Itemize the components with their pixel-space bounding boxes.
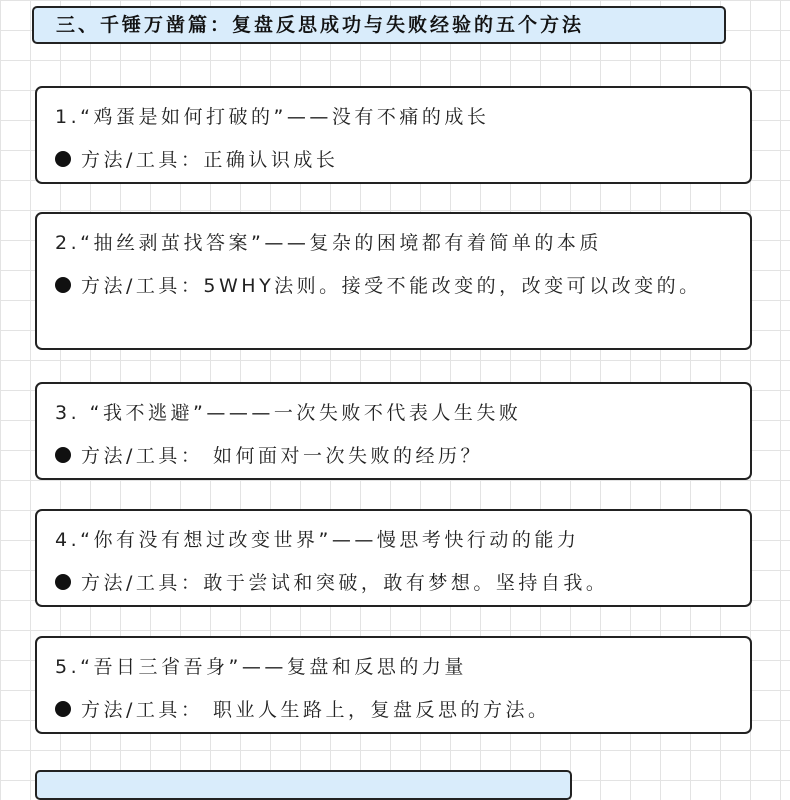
- bullet-icon: [55, 447, 71, 463]
- method-tool-text: 方法/工具： 职业人生路上，复盘反思的方法。: [81, 699, 551, 721]
- section-title: 三、千锤万凿篇：复盘反思成功与失败经验的五个方法: [32, 6, 726, 44]
- next-section-card: [35, 770, 572, 800]
- method-tool-text: 方法/工具： 如何面对一次失败的经历？: [81, 445, 483, 467]
- bullet-icon: [55, 151, 71, 167]
- method-card-4: [35, 509, 752, 607]
- method-heading: 4.“你有没有想过改变世界”——慢思考快行动的能力: [55, 529, 580, 551]
- bullet-icon: [55, 277, 71, 293]
- method-tool-line: [55, 562, 732, 605]
- method-tool-text: 方法/工具：正确认识成长: [81, 149, 339, 171]
- bullet-icon: [55, 574, 71, 590]
- method-tool-text: 方法/工具：敢于尝试和突破，敢有梦想。坚持自我。: [81, 572, 609, 594]
- method-card-3: [35, 382, 752, 480]
- method-tool-line: [55, 139, 732, 182]
- method-tool-line: [55, 435, 732, 478]
- method-card-1: [35, 86, 752, 184]
- method-heading: 3. “我不逃避”———一次失败不代表人生失败: [55, 402, 522, 424]
- method-card-5: [35, 636, 752, 734]
- bullet-icon: [55, 701, 71, 717]
- method-heading: 2.“抽丝剥茧找答案”——复杂的困境都有着简单的本质: [55, 232, 602, 254]
- method-tool-line: [55, 265, 732, 308]
- method-card-2: [35, 212, 752, 350]
- method-heading: 5.“吾日三省吾身”——复盘和反思的力量: [55, 656, 467, 678]
- method-heading: 1.“鸡蛋是如何打破的”——没有不痛的成长: [55, 106, 490, 128]
- method-tool-line: [55, 689, 732, 732]
- method-tool-text: 方法/工具：5WHY法则。接受不能改变的，改变可以改变的。: [81, 275, 702, 297]
